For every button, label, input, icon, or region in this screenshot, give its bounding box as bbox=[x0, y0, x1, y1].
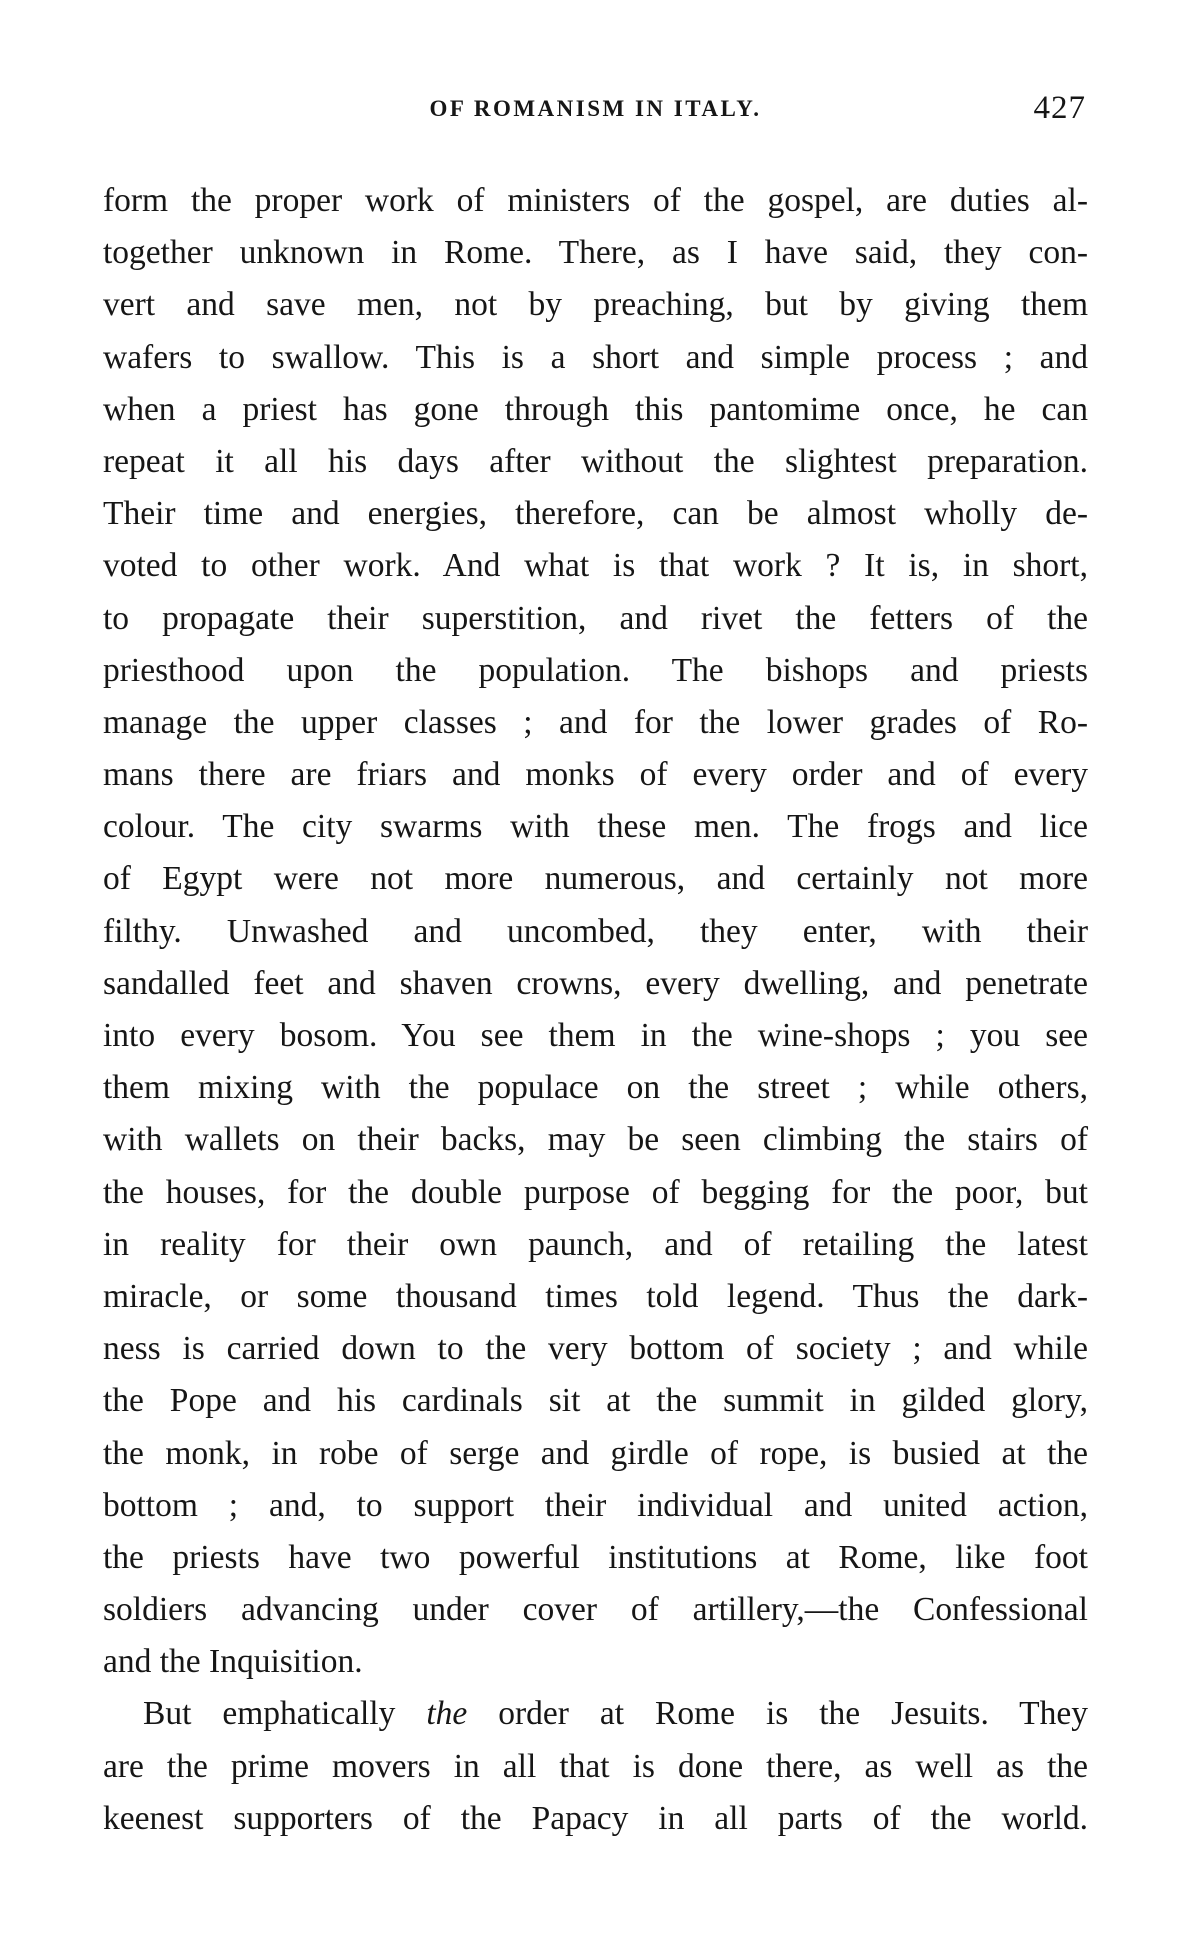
text-line bbox=[103, 1688, 1088, 1740]
text-run: But emphatically bbox=[143, 1695, 427, 1733]
text-line: when a priest has gone through this pantomime once, he can bbox=[103, 390, 1088, 428]
text-line: Their time and energies, therefore, can be almost wholly de- bbox=[103, 495, 1088, 533]
text-line: manage the upper classes ; and for the lower grades of Ro- bbox=[103, 703, 1088, 741]
text-line: the monk, in robe of serge and girdle of rope, is busied at the bbox=[103, 1434, 1088, 1472]
text-line: keenest supporters of the Papacy in all parts of the world. bbox=[103, 1799, 1088, 1837]
text-line: vert and save men, not by preaching, but by giving them bbox=[103, 286, 1088, 324]
text-line: to propagate their superstition, and rivet the fetters of the bbox=[103, 599, 1088, 637]
text-line: miracle, or some thousand times told legend. Thus the dark- bbox=[103, 1277, 1088, 1315]
text-line: the priests have two powerful institutions at Rome, like foot bbox=[103, 1538, 1088, 1576]
text-line: are the prime movers in all that is done there, as well as the bbox=[103, 1747, 1088, 1785]
paragraph-1 bbox=[103, 175, 1088, 1688]
text-line: the houses, for the double purpose of begging for the poor, but bbox=[103, 1173, 1088, 1211]
text-line: soldiers advancing under cover of artillery,—the Confessional bbox=[103, 1591, 1088, 1629]
text-line: bottom ; and, to support their individual and united action, bbox=[103, 1486, 1088, 1524]
text-line: the Pope and his cardinals sit at the summit in gilded glory, bbox=[103, 1382, 1088, 1420]
text-line: repeat it all his days after without the slightest preparation. bbox=[103, 442, 1088, 480]
page-number: 427 bbox=[1033, 90, 1086, 126]
text-line: voted to other work. And what is that work ? It is, in short, bbox=[103, 547, 1088, 585]
body-text bbox=[103, 175, 1088, 1845]
text-run: order at Rome is the Jesuits. They bbox=[467, 1695, 1089, 1733]
text-line: together unknown in Rome. There, as I have said, they con- bbox=[103, 234, 1088, 272]
text-line: mans there are friars and monks of every order and of every bbox=[103, 756, 1088, 794]
text-line: in reality for their own paunch, and of retailing the latest bbox=[103, 1225, 1088, 1263]
text-line: sandalled feet and shaven crowns, every dwelling, and penetrate bbox=[103, 964, 1088, 1002]
text-line: them mixing with the populace on the street ; while others, bbox=[103, 1069, 1088, 1107]
text-line: form the proper work of ministers of the gospel, are duties al- bbox=[103, 182, 1088, 219]
text-line: and the Inquisition. bbox=[103, 1643, 363, 1681]
paragraph-2 bbox=[103, 1688, 1088, 1845]
running-title: OF ROMANISM IN ITALY. bbox=[429, 96, 762, 121]
text-line: wafers to swallow. This is a short and simple process ; and bbox=[103, 338, 1088, 376]
text-line: filthy. Unwashed and uncombed, they enter, with their bbox=[103, 912, 1088, 950]
italic-emphasis: the bbox=[426, 1695, 468, 1733]
text-line: ness is carried down to the very bottom of society ; and while bbox=[103, 1330, 1088, 1368]
text-line: colour. The city swarms with these men. The frogs and lice bbox=[103, 808, 1088, 846]
text-line: with wallets on their backs, may be seen climbing the stairs of bbox=[103, 1121, 1088, 1159]
running-head bbox=[103, 90, 1088, 136]
text-line: priesthood upon the population. The bishops and priests bbox=[103, 651, 1088, 689]
text-line: of Egypt were not more numerous, and certainly not more bbox=[103, 860, 1088, 898]
text-line: into every bosom. You see them in the wine-shops ; you see bbox=[103, 1017, 1088, 1054]
